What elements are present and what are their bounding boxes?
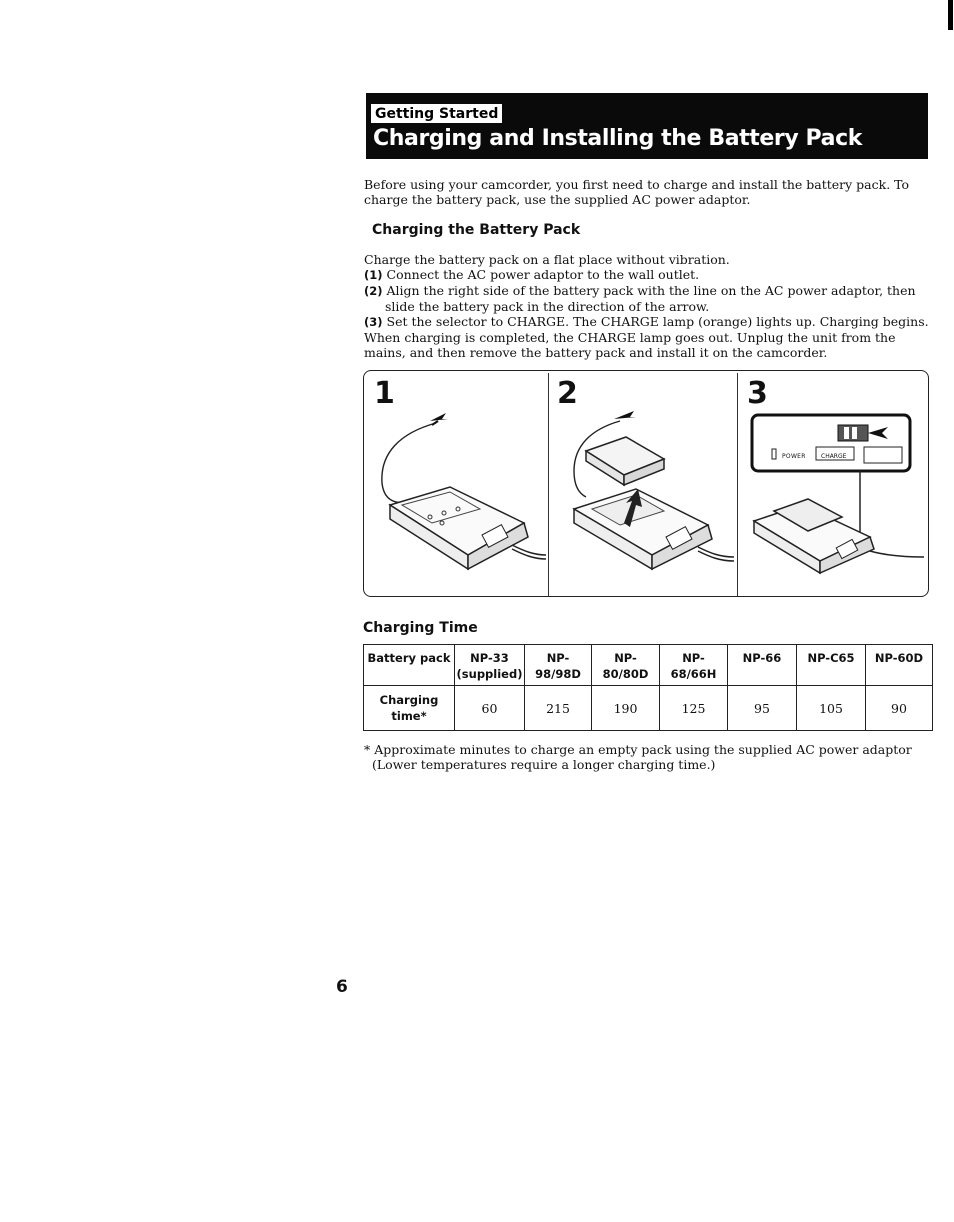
section-tag: Getting Started: [371, 104, 502, 123]
battery-insert-drawing: [556, 405, 736, 585]
table-header-cell: NP-66: [728, 645, 797, 686]
charging-heading: Charging the Battery Pack: [372, 222, 581, 238]
table-cell: 95: [728, 686, 797, 731]
step-3-text: Set the selector to CHARGE. The CHARGE lamp (orange) lights up. Charging begins.: [386, 314, 929, 329]
step-2: [364, 283, 930, 314]
table-cell: 90: [866, 686, 933, 731]
step-3-number: (3): [364, 315, 383, 329]
charging-illustration: [363, 370, 929, 597]
step-2-text: Align the right side of the battery pack with the line on the AC power adaptor, then slide the battery pack in the direction of the arrow.: [385, 283, 916, 314]
table-value-row: [364, 686, 933, 731]
ac-adaptor-drawing: [372, 405, 548, 585]
charge-label: CHARGE: [821, 453, 847, 460]
page-edge-mark: [948, 0, 953, 30]
step-1-number: (1): [364, 268, 383, 282]
page-title: Charging and Installing the Battery Pack: [373, 126, 863, 151]
table-cell: 125: [660, 686, 728, 731]
table-header-cell: NP-33 (supplied): [455, 645, 525, 686]
charge-selector-drawing: [744, 411, 926, 585]
table-cell: 105: [797, 686, 866, 731]
table-header-cell: NP-60D: [866, 645, 933, 686]
table-cell: 215: [525, 686, 592, 731]
panel-divider: [737, 373, 738, 596]
charging-lead: Charge the battery pack on a flat place without vibration.: [364, 252, 730, 267]
table-cell: 60: [455, 686, 525, 731]
table-row-header: Charging time*: [364, 686, 455, 731]
table-row-header: Battery pack: [364, 645, 455, 686]
charging-instructions: [364, 252, 930, 360]
step-1-text: Connect the AC power adaptor to the wall outlet.: [386, 267, 700, 282]
table-cell: 190: [592, 686, 660, 731]
panel-number-1: 1: [374, 376, 395, 411]
charging-time-table: [363, 644, 933, 731]
charging-time-heading: Charging Time: [363, 620, 478, 636]
step-3: [364, 314, 930, 330]
table-header-cell: NP-98/98D: [525, 645, 592, 686]
page-number: 6: [336, 977, 348, 997]
panel-number-3: 3: [747, 376, 768, 411]
power-label: POWER: [782, 453, 806, 460]
table-header-cell: NP-68/66H: [660, 645, 728, 686]
panel-divider: [548, 373, 549, 596]
charging-completion: When charging is completed, the CHARGE lamp goes out. Unplug the unit from the mains, and then remove the battery pack and install it on the camcorder.: [364, 330, 896, 360]
table-header-cell: NP-C65: [797, 645, 866, 686]
panel-number-2: 2: [557, 376, 578, 411]
step-1: [364, 267, 930, 283]
footnote: * Approximate minutes to charge an empty pack using the supplied AC power adaptor (Lower temperatures require a longer charging time.): [364, 742, 912, 772]
table-header-row: [364, 645, 933, 686]
step-2-number: (2): [364, 284, 383, 298]
table-header-cell: NP-80/80D: [592, 645, 660, 686]
intro-paragraph: Before using your camcorder, you first need to charge and install the battery pack. To charge the battery pack, use the supplied AC power adaptor.: [364, 177, 910, 207]
